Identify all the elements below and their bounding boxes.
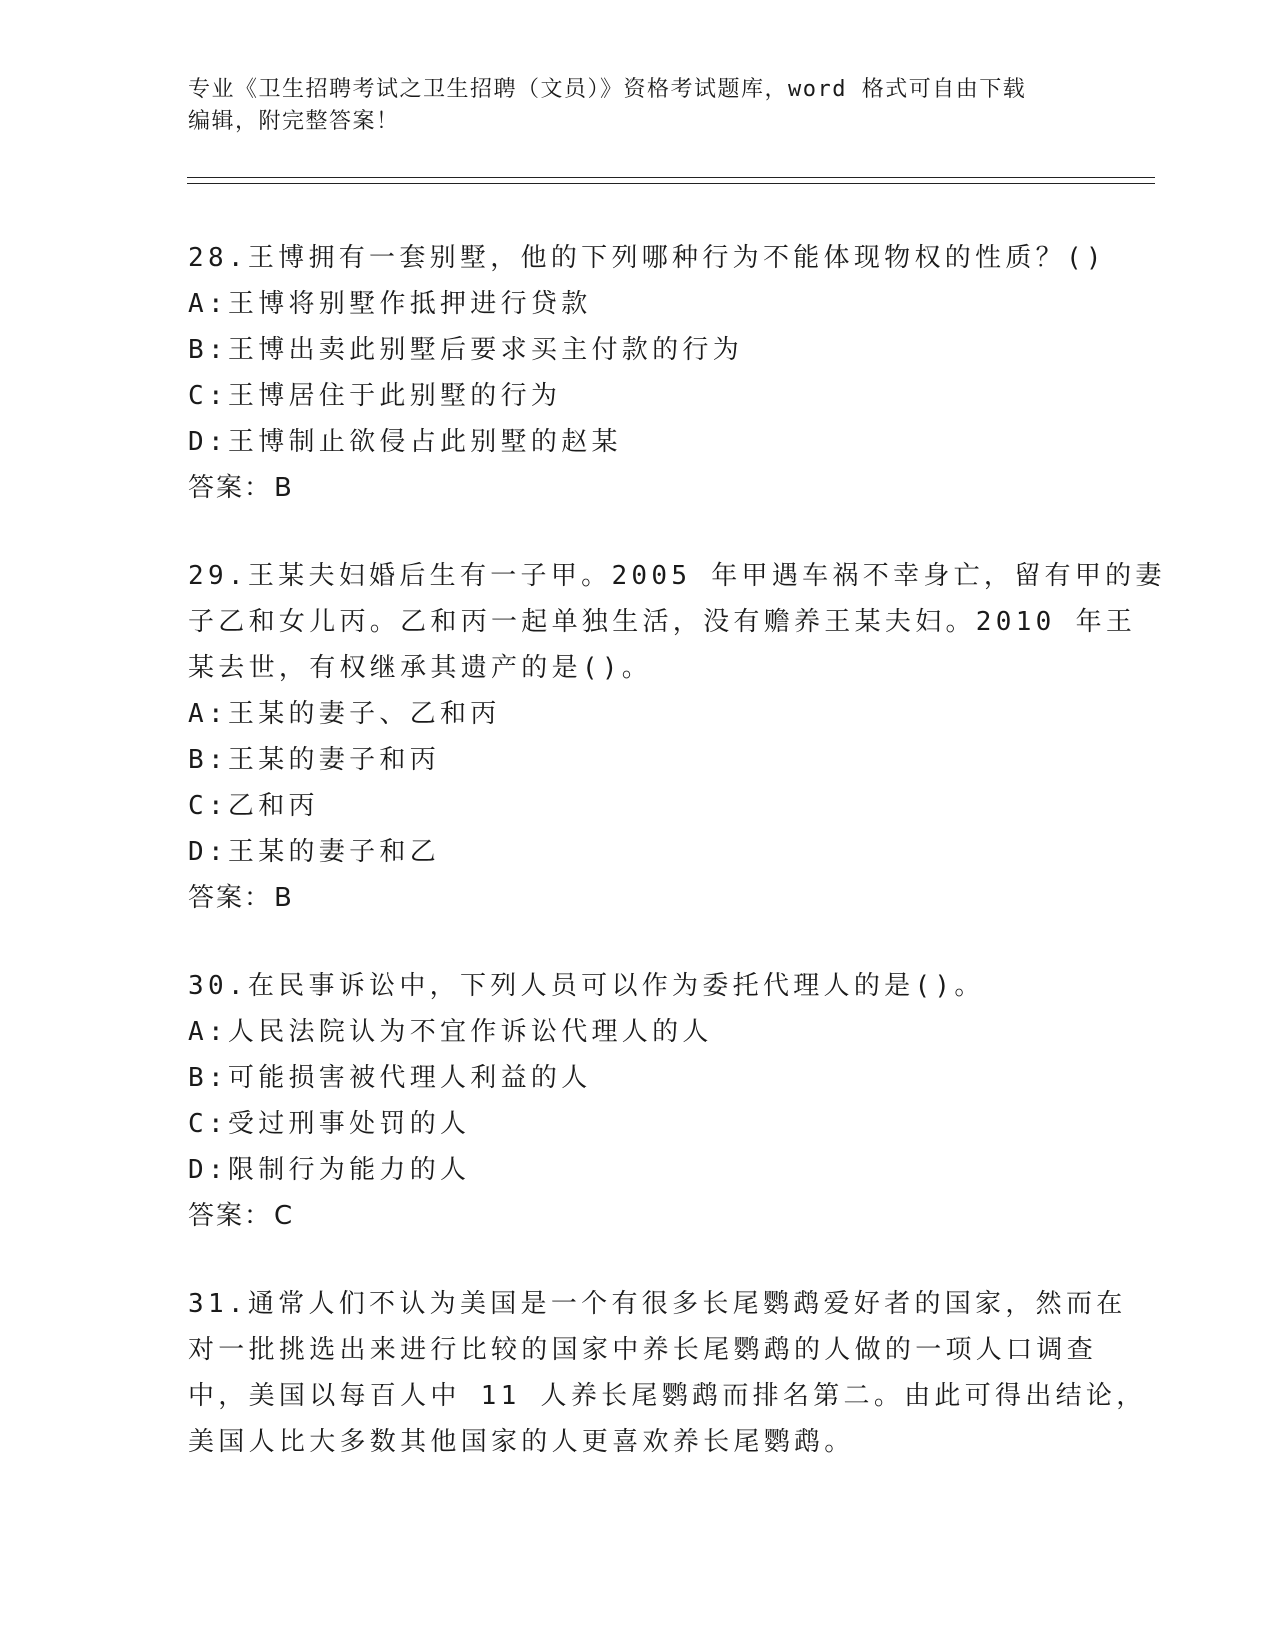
answer-value: C — [274, 1201, 295, 1231]
header-line: 编辑，附完整答案！ — [188, 109, 400, 134]
question-stem: 中，美国以每百人中 11 人养长尾鹦鹉而排名第二。由此可得出结论， — [188, 1381, 1147, 1411]
answer-line — [188, 1193, 1088, 1239]
question-stem: 31.通常人们不认为美国是一个有很多长尾鹦鹉爱好者的国家，然而在 — [188, 1289, 1127, 1319]
answer-label: 答案： — [188, 473, 273, 503]
option-b: B:王博出卖此别墅后要求买主付款的行为 — [188, 335, 744, 365]
document-header — [188, 74, 1088, 138]
question-stem: 30.在民事诉讼中，下列人员可以作为委托代理人的是()。 — [188, 971, 985, 1001]
answer-value: B — [274, 473, 294, 503]
question-stem: 29.王某夫妇婚后生有一子甲。2005 年甲遇车祸不幸身亡，留有甲的妻 — [188, 561, 1166, 591]
question-list — [188, 235, 1166, 1507]
header-divider-top — [187, 177, 1155, 178]
question-stem: 子乙和女儿丙。乙和丙一起单独生活，没有赡养王某夫妇。2010 年王 — [188, 607, 1137, 637]
question-30 — [188, 963, 1088, 1239]
header-line: 专业《卫生招聘考试之卫生招聘（文员）》资格考试题库，word 格式可自由下载 — [188, 77, 1027, 102]
option-a: A:人民法院认为不宜作诉讼代理人的人 — [188, 1017, 713, 1047]
answer-line — [188, 875, 1088, 921]
option-d: D:王某的妻子和乙 — [188, 837, 441, 867]
option-d: D:王博制止欲侵占此别墅的赵某 — [188, 427, 622, 457]
answer-value: B — [274, 883, 294, 913]
option-a: A:王博将别墅作抵押进行贷款 — [188, 289, 592, 319]
option-c: C:乙和丙 — [188, 791, 319, 821]
answer-label: 答案： — [188, 1201, 273, 1231]
option-c: C:王博居住于此别墅的行为 — [188, 381, 562, 411]
answer-label: 答案： — [188, 883, 273, 913]
question-28 — [188, 235, 1106, 511]
option-a: A:王某的妻子、乙和丙 — [188, 699, 501, 729]
option-c: C:受过刑事处罚的人 — [188, 1109, 471, 1139]
header-divider-bottom — [187, 183, 1155, 184]
option-b: B:王某的妻子和丙 — [188, 745, 441, 775]
question-31 — [188, 1281, 1147, 1465]
question-stem: 美国人比大多数其他国家的人更喜欢养长尾鹦鹉。 — [188, 1427, 855, 1457]
answer-line — [188, 465, 1088, 511]
question-stem: 28.王博拥有一套别墅，他的下列哪种行为不能体现物权的性质？() — [188, 243, 1106, 273]
question-stem: 对一批挑选出来进行比较的国家中养长尾鹦鹉的人做的一项人口调查 — [188, 1335, 1098, 1365]
question-stem: 某去世，有权继承其遗产的是()。 — [188, 653, 653, 683]
option-b: B:可能损害被代理人利益的人 — [188, 1063, 592, 1093]
question-29 — [188, 553, 1166, 921]
option-d: D:限制行为能力的人 — [188, 1155, 471, 1185]
